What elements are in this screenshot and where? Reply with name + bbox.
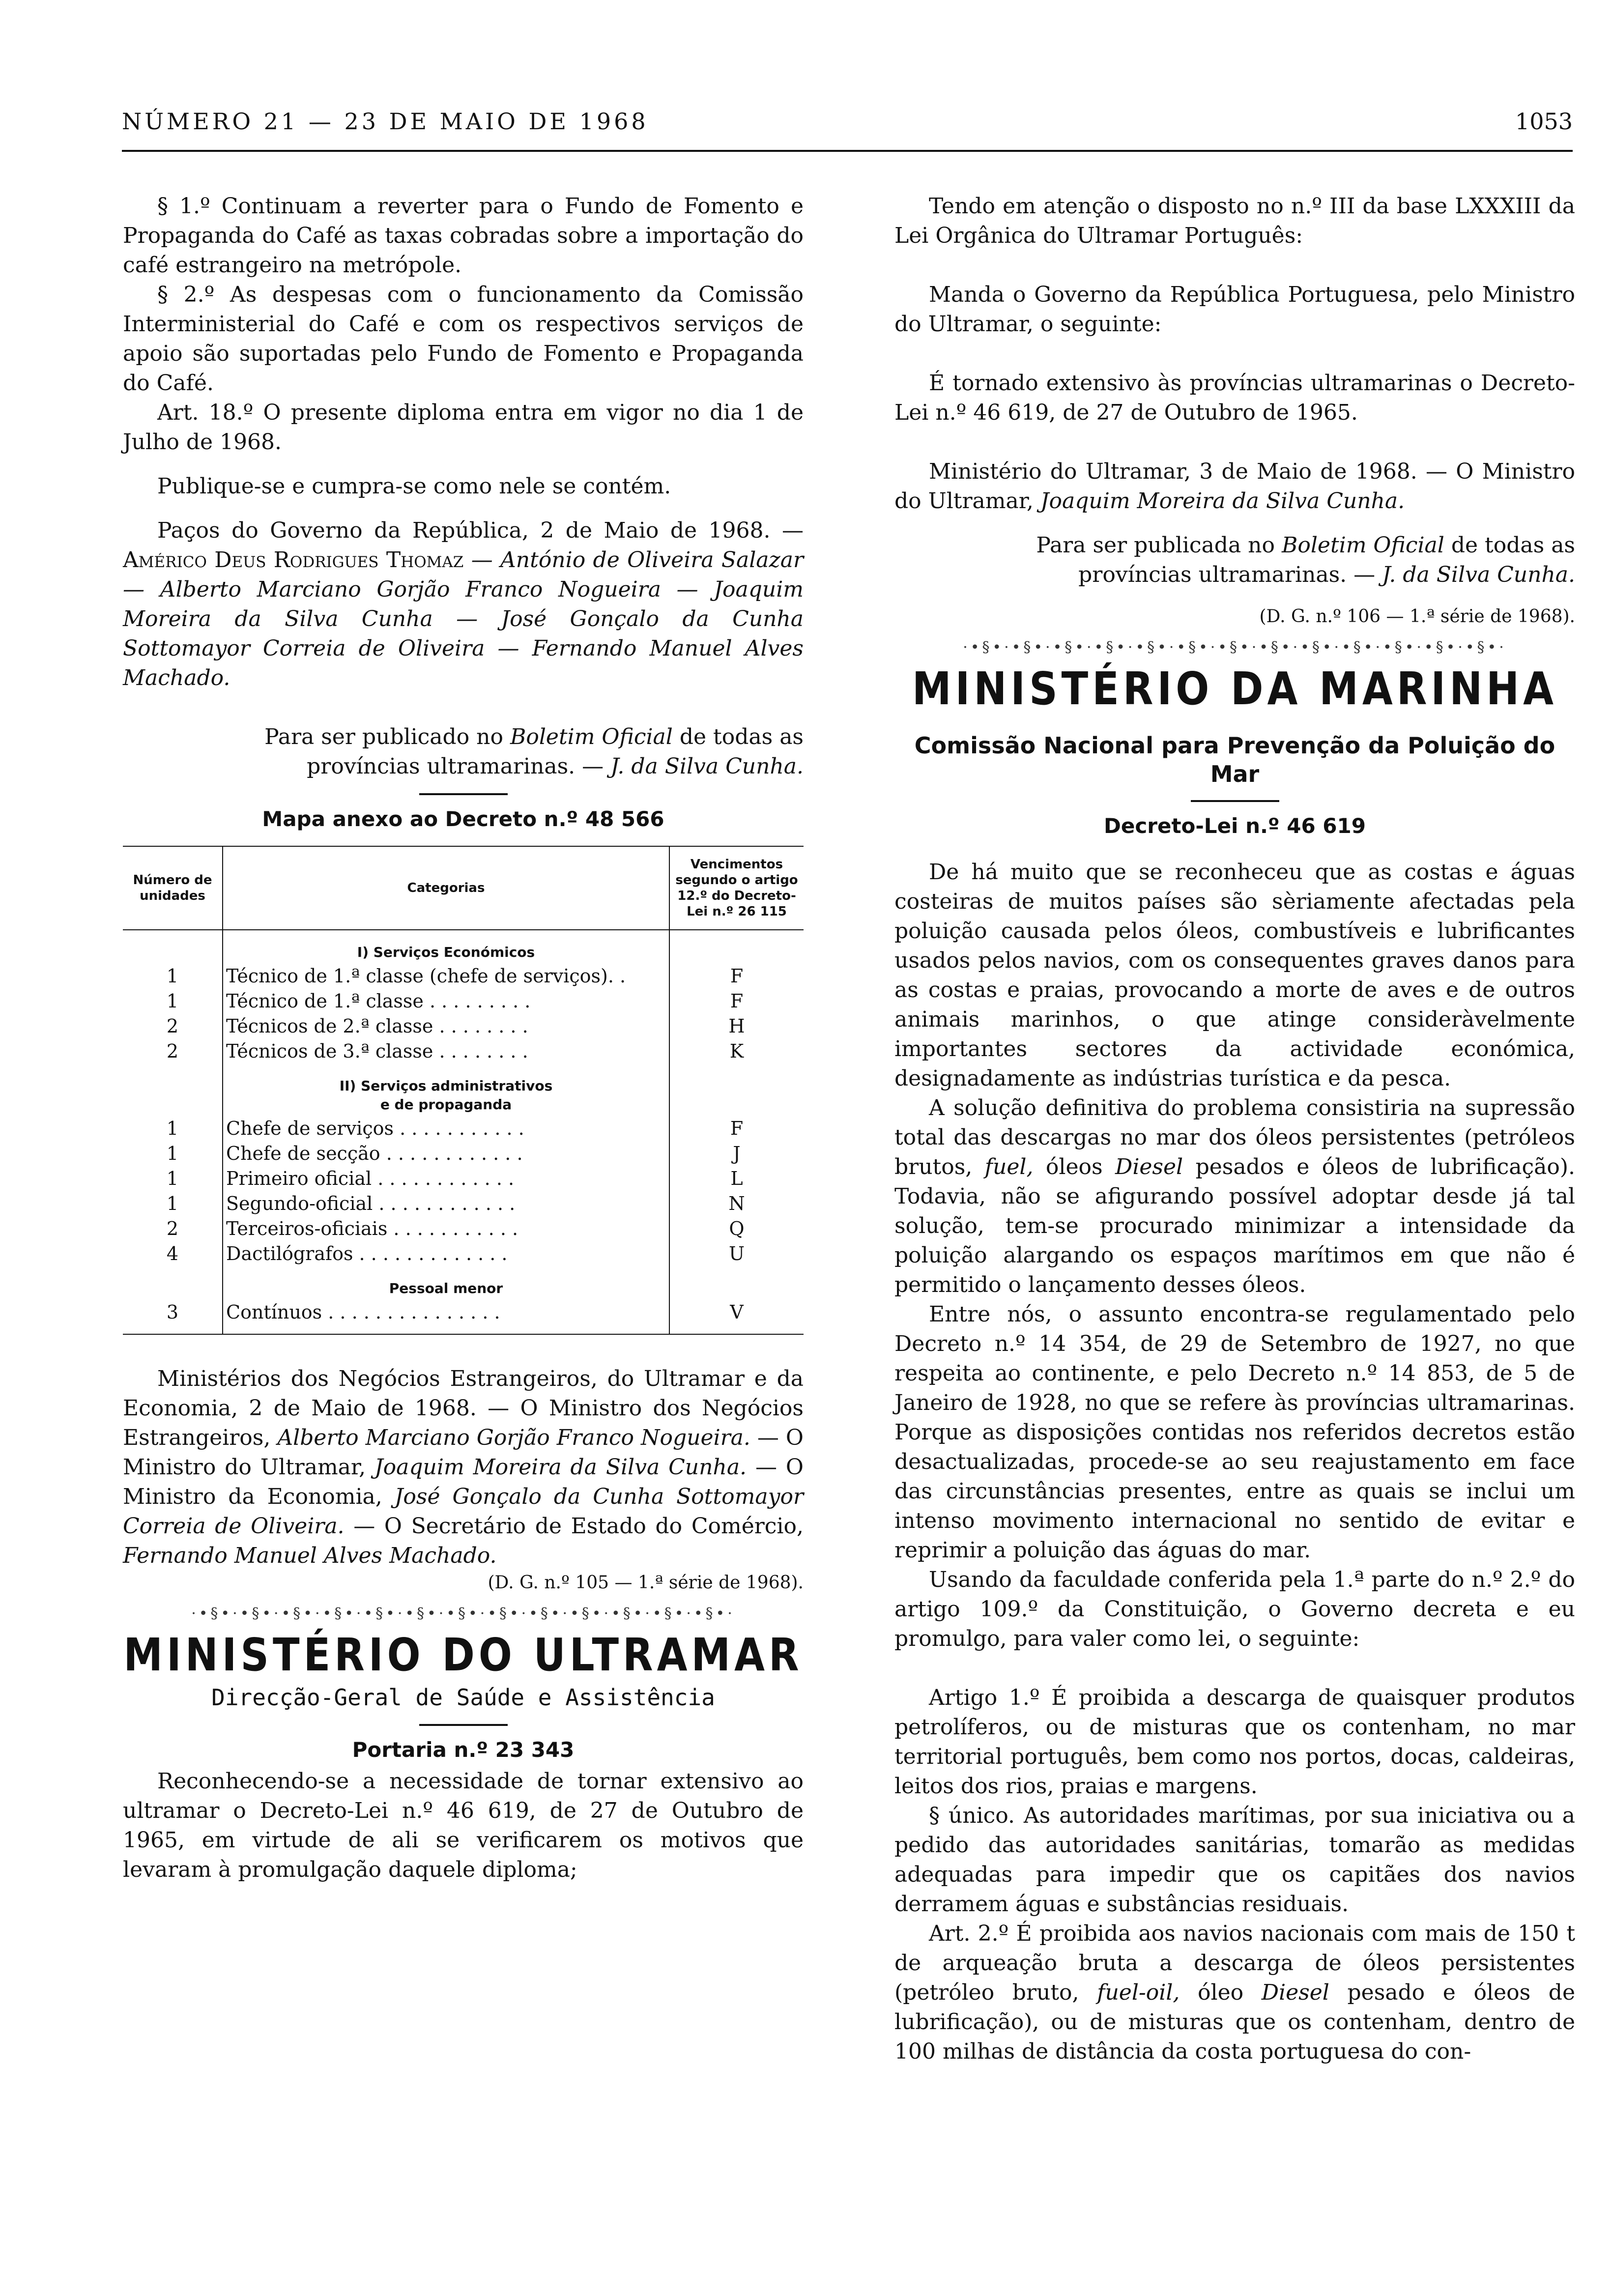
ministry-title: MINISTÉRIO DO ULTRAMAR	[123, 1629, 803, 1681]
paragraph: Art. 18.º O presente diploma entra em vigor no dia 1 de Julho de 1968.	[123, 400, 804, 455]
ministry-title: MINISTÉRIO DA MARINHA	[912, 662, 1558, 715]
cell: F	[730, 1118, 744, 1139]
text: — O Secretário de Estado do Comércio,	[353, 1514, 804, 1539]
portaria-title: Portaria n.º 23 343	[352, 1738, 575, 1762]
text: Joaquim Moreira da Silva Cunha.	[374, 1455, 747, 1480]
cell: 2	[123, 1216, 223, 1241]
cell: 3	[123, 1300, 223, 1334]
paragraph: Entre nós, o assunto encontra-se regulamentado pelo Decreto n.º 14 354, de 29 de Setembro de 1927, no que respeita ao continente, e pelo Decreto n.º 14 853, de 5 de Janeiro de 1928, no que se refere às províncias ultramarinas. Porque as disposições contidas nos referidos decretos estão desactualizadas, procede-se ao seu reajustamento em face das circunstâncias presentes, entre as quais se inclui um intenso movimento internacional no sentido de evitar e reprimir a poluição das águas do mar.	[894, 1302, 1575, 1563]
text: José Gonçalo da Cunha Sottomayor Correia de Oliveira.	[123, 1484, 804, 1539]
cell: Primeiro oficial . . . . . . . . . . . .	[223, 1166, 669, 1191]
text: Paços do Governo da República, 2 de Maio de 1968. —	[157, 518, 804, 543]
text: pesado e óleos de lubrificação), ou de misturas que os contenham, dentro de 100 milhas de distância da costa portuguesa do con-	[894, 1980, 1575, 2064]
cell: Técnico de 1.ª classe (chefe de serviços). .	[223, 964, 669, 989]
text: pesados e óleos de lubrificação). Todavia, não se afigurando possível adoptar desde já tal solução, tem-se procurado minimizar a intensidade da poluição alargando os espaços marítimos em que não é permitido o lançamento desses óleos.	[894, 1154, 1575, 1297]
table-row	[123, 1300, 804, 1334]
cell: U	[728, 1243, 745, 1264]
table-row	[123, 1039, 804, 1064]
table-row	[123, 1014, 804, 1039]
page-header	[122, 98, 1573, 152]
cell: 1	[123, 1116, 223, 1141]
paragraph: Manda o Governo da República Portuguesa, pelo Ministro do Ultramar, o seguinte:	[894, 282, 1575, 337]
divider	[1191, 800, 1279, 802]
publication-note	[894, 531, 1575, 590]
table-row	[123, 1241, 804, 1266]
cell: Q	[729, 1218, 745, 1239]
table-row	[123, 1116, 804, 1141]
paragraph: § único. As autoridades marítimas, por sua iniciativa ou a pedido das autoridades sanitárias, tomarão as medidas adequadas para impedir que os capitães dos navios derramem águas e substâncias residuais.	[894, 1803, 1575, 1917]
paragraph: De há muito que se reconheceu que as costas e águas costeiras de muitos países são sèriamente afectadas pela poluição causada pelos óleos, combustíveis e lubrificantes usados pelos navios, com os consequentes graves danos para as costas e praias, provocando a morte de aves e de outros animais marinhos, o que atinge consideràvelmente importantes sectores da actividade económica, designadamente as indústrias turística e da pesca.	[894, 860, 1575, 1091]
ornament-divider: ·•§•·•§•·•§•·•§•·•§•·•§•·•§•·•§•·•§•·•§•·•§•·•§•·•§•·	[191, 1605, 735, 1622]
table-row	[123, 964, 804, 989]
divider	[419, 793, 508, 795]
text: Alberto Marciano Gorjão Franco Nogueira.	[277, 1425, 750, 1450]
section-row	[123, 1266, 804, 1300]
source-note: (D. G. n.º 105 — 1.ª série de 1968).	[488, 1573, 804, 1593]
table-row	[123, 1141, 804, 1166]
cell: F	[730, 990, 744, 1012]
cell: 4	[123, 1241, 223, 1266]
text: Joaquim Moreira da Silva Cunha.	[1040, 488, 1405, 514]
cell: 2	[123, 1039, 223, 1064]
table-row	[123, 1166, 804, 1191]
col-header-num: Número de unidades	[123, 846, 223, 930]
text: de todas as províncias ultramarinas. —	[1078, 533, 1575, 587]
cell: 1	[123, 1166, 223, 1191]
mapa-table	[123, 846, 804, 1335]
paragraph	[894, 1093, 1575, 1300]
text: Boletim Oficial	[510, 724, 673, 749]
cell: F	[730, 965, 744, 987]
cell: Contínuos . . . . . . . . . . . . . . .	[223, 1300, 669, 1334]
section-title: I) Serviços Económicos	[223, 930, 669, 964]
table-row	[123, 1216, 804, 1241]
header-rule	[122, 150, 1573, 152]
paragraph: É tornado extensivo às províncias ultramarinas o Decreto-Lei n.º 46 619, de 27 de Outubro de 1965.	[894, 371, 1575, 425]
cell: 2	[123, 1014, 223, 1039]
col-header-ven: Vencimentos segundo o artigo 12.º do Decreto-Lei n.º 26 115	[669, 846, 804, 930]
section-title	[223, 1064, 669, 1116]
decree-title: Decreto-Lei n.º 46 619	[1104, 814, 1366, 838]
text: Boletim Oficial	[1282, 533, 1444, 558]
text: óleos	[1045, 1154, 1103, 1179]
text: de todas as províncias ultramarinas. —	[307, 724, 804, 779]
publication-note	[123, 722, 804, 781]
table-row	[123, 1191, 804, 1216]
cell: L	[730, 1168, 743, 1189]
issue-title: NÚMERO 21 — 23 DE MAIO DE 1968	[122, 108, 649, 135]
text: Ministério do Ultramar, 3 de Maio de 1968. — O Ministro do Ultramar,	[894, 459, 1575, 514]
text: óleo	[1198, 1980, 1244, 2005]
cell: Segundo-oficial . . . . . . . . . . . .	[223, 1191, 669, 1216]
signer-name: Américo Deus Rodrigues Thomaz	[123, 547, 464, 573]
ministries-paragraph	[123, 1364, 804, 1571]
col-header-cat: Categorias	[223, 846, 669, 930]
cell: Técnicos de 3.ª classe . . . . . . . .	[223, 1039, 669, 1064]
cell: H	[728, 1015, 745, 1037]
cell: Terceiros-oficiais . . . . . . . . . . .	[223, 1216, 669, 1241]
source-note: (D. G. n.º 106 — 1.ª série de 1968).	[1259, 606, 1575, 627]
cell: Dactilógrafos . . . . . . . . . . . . .	[223, 1241, 669, 1266]
text: e de propaganda	[380, 1096, 512, 1113]
divider	[419, 1724, 508, 1726]
cell: Técnicos de 2.ª classe . . . . . . . .	[223, 1014, 669, 1039]
text: Para ser publicado no	[264, 724, 504, 749]
paragraph: Tendo em atenção o disposto no n.º III da base LXXXIII da Lei Orgânica do Ultramar Português:	[894, 194, 1575, 248]
text: fuel,	[984, 1154, 1034, 1179]
cell: 1	[123, 989, 223, 1014]
mapa-title: Mapa anexo ao Decreto n.º 48 566	[262, 807, 664, 831]
text: II) Serviços administrativos	[339, 1078, 553, 1094]
text: J. da Silva Cunha.	[1382, 562, 1575, 587]
paragraph: § 2.º As despesas com o funcionamento da Comissão Interministerial do Café e com os respectivos serviços de apoio são suportadas pelo Fundo de Fomento e Propaganda do Café.	[123, 282, 804, 396]
paragraph: Publique-se e cumpra-se como nele se contém.	[157, 474, 671, 499]
ornament-divider: ·•§•·•§•·•§•·•§•·•§•·•§•·•§•·•§•·•§•·•§•·•§•·•§•·•§•·	[963, 639, 1507, 656]
cell: Chefe de secção . . . . . . . . . . . .	[223, 1141, 669, 1166]
text: Ministérios dos Negócios Estrangeiros, do Ultramar e da Economia, 2 de Maio de 1968. — O Ministro dos Negócios Estrangeiros,	[123, 1366, 804, 1450]
cell: 1	[123, 964, 223, 989]
cell: 1	[123, 1141, 223, 1166]
text: A solução definitiva do problema consistiria na supressão total das descargas no mar dos óleos persistentes (petróleos brutos,	[894, 1095, 1575, 1179]
text: Diesel	[1115, 1154, 1183, 1179]
section-title: Pessoal menor	[223, 1266, 669, 1300]
cell: N	[728, 1193, 745, 1214]
cell: K	[729, 1040, 744, 1062]
signatures-paragraph	[123, 516, 804, 693]
cell: Chefe de serviços . . . . . . . . . . .	[223, 1116, 669, 1141]
paragraph	[894, 1919, 1575, 2066]
paragraph: § 1.º Continuam a reverter para o Fundo de Fomento e Propaganda do Café as taxas cobradas sobre a importação do café estrangeiro na metrópole.	[123, 194, 804, 278]
cell: V	[669, 1300, 804, 1334]
right-column	[894, 192, 1575, 2066]
text: Fernando Manuel Alves Machado.	[123, 1543, 497, 1568]
table-header-row	[123, 846, 804, 930]
table-row	[123, 989, 804, 1014]
directorate-title: Direcção-Geral de Saúde e Assistência	[211, 1684, 715, 1711]
cell: 1	[123, 1191, 223, 1216]
signature-paragraph	[894, 457, 1575, 516]
page-number: 1053	[1515, 108, 1573, 135]
paragraph: Artigo 1.º É proibida a descarga de quaisquer produtos petrolíferos, ou de misturas que os contenham, no mar territorial português, bem como nos portos, docas, caldeiras, leitos dos rios, praias e margens.	[894, 1685, 1575, 1799]
signer-names: — António de Oliveira Salazar — Alberto Marciano Gorjão Franco Nogueira — Joaquim Moreira da Silva Cunha — José Gonçalo da Cunha Sottomayor Correia de Oliveira — Fernando Manuel Alves Machado.	[123, 547, 804, 690]
text: Art. 2.º É proibida aos navios nacionais com mais de 150 t de arqueação bruta a descarga de óleos persistentes (petróleo bruto,	[894, 1921, 1575, 2005]
commission-title: Comissão Nacional para Prevenção da Poluição do Mar	[914, 732, 1555, 787]
cell: Técnico de 1.ª classe . . . . . . . . .	[223, 989, 669, 1014]
section-row	[123, 930, 804, 964]
text: — O Ministro do Ultramar,	[123, 1425, 804, 1480]
text: Para ser publicada no	[1036, 533, 1275, 558]
paragraph: Usando da faculdade conferida pela 1.ª parte do n.º 2.º do artigo 109.º da Constituição, o Governo decreta e eu promulgo, para valer como lei, o seguinte:	[894, 1567, 1575, 1651]
text: J. da Silva Cunha.	[610, 754, 804, 779]
text: — O Ministro da Economia,	[123, 1455, 804, 1509]
text: Diesel	[1261, 1980, 1329, 2005]
section-row	[123, 1064, 804, 1116]
paragraph: Reconhecendo-se a necessidade de tornar extensivo ao ultramar o Decreto-Lei n.º 46 619, de 27 de Outubro de 1965, em virtude de ali se verificarem os motivos que levaram à promulgação daquele diploma;	[123, 1769, 804, 1882]
text: fuel-oil,	[1097, 1980, 1180, 2005]
left-column	[123, 192, 804, 1885]
cell: J	[733, 1143, 741, 1164]
